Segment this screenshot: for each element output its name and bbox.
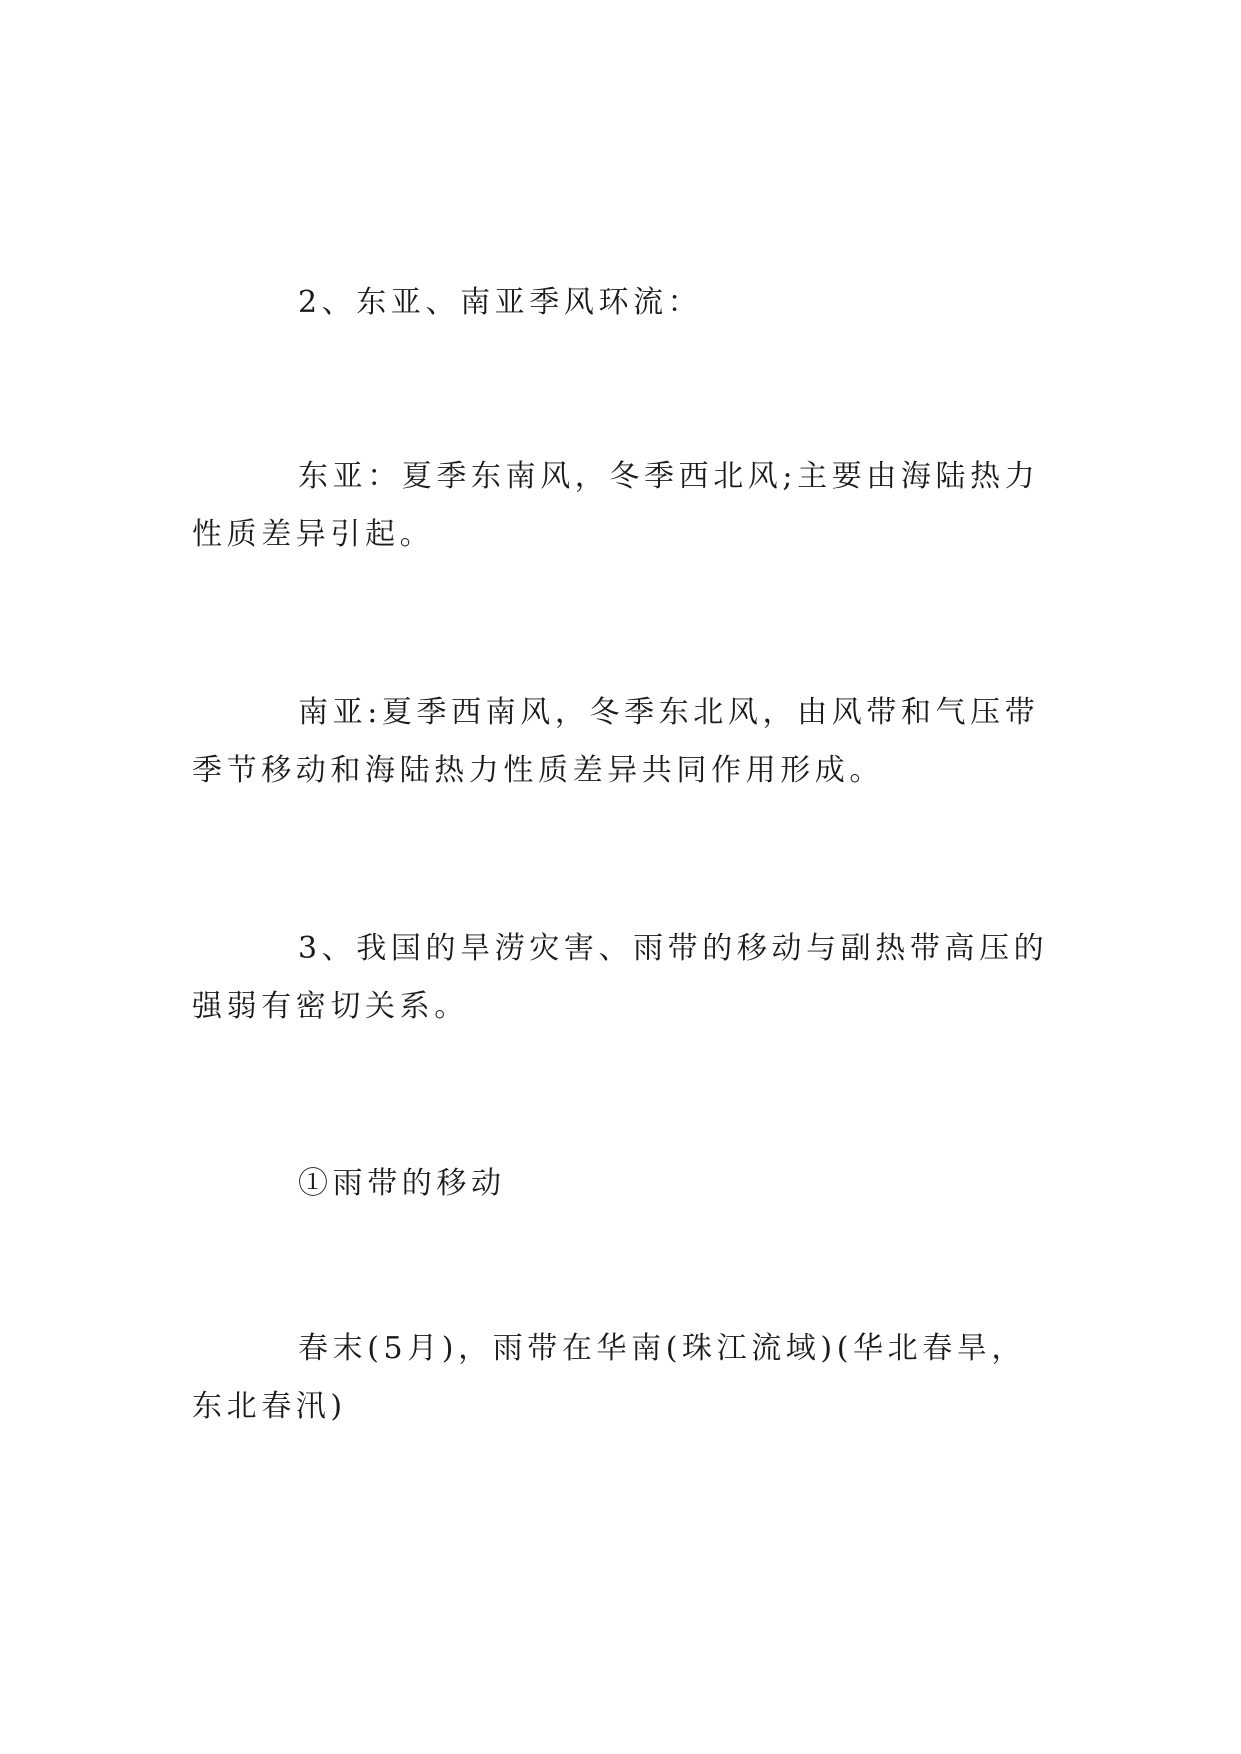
paragraph-drought-flood: 3、我国的旱涝灾害、雨带的移动与副热带高压的强弱有密切关系。 <box>192 931 1049 1024</box>
paragraph-east-asia: 东亚：夏季东南风，冬季西北风;主要由海陆热力性质差异引起。 <box>192 459 1040 552</box>
paragraph-south-asia: 南亚:夏季西南风，冬季东北风，由风带和气压带季节移动和海陆热力性质差异共同作用形成。 <box>192 695 1040 788</box>
paragraph-heading-monsoon: 2、东亚、南亚季风环流： <box>298 285 703 320</box>
paragraph-late-spring: 春末(5月)，雨带在华南(珠江流域)(华北春旱，东北春汛) <box>192 1331 1027 1424</box>
paragraph-rain-belt-heading: ①雨带的移动 <box>298 1166 506 1201</box>
